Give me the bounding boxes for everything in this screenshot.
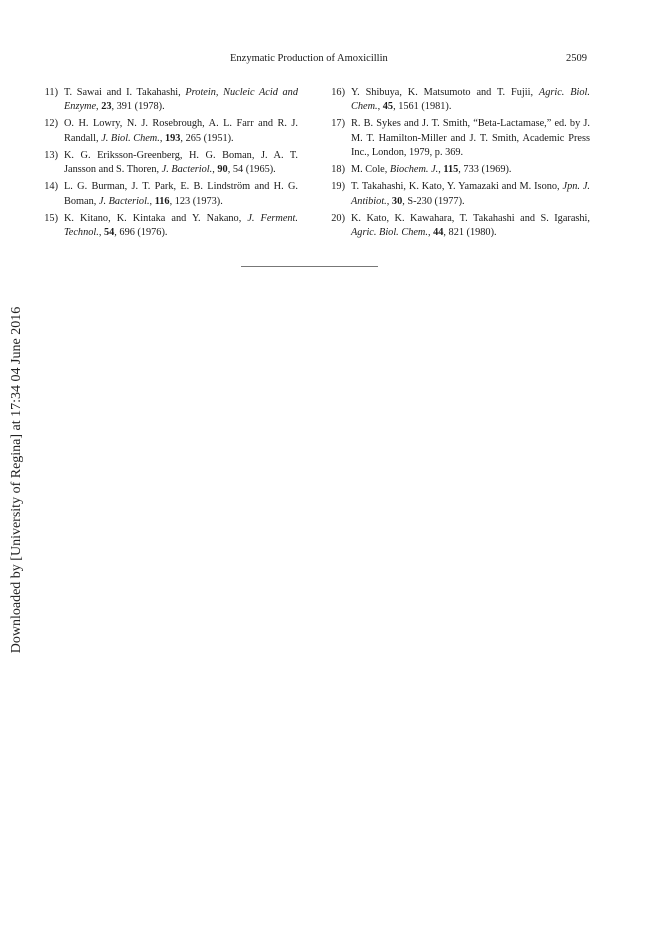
volume-number: 193 bbox=[164, 132, 181, 144]
reference-text bbox=[64, 150, 298, 175]
journal-title: J. Ferment. Technol. bbox=[64, 212, 298, 239]
reference-segment: , 265 (1951). bbox=[180, 132, 234, 144]
volume-number: 116 bbox=[154, 195, 170, 207]
reference-number: 19) bbox=[331, 181, 345, 193]
journal-title: J. Bacteriol. bbox=[98, 195, 150, 207]
journal-title: Agric. Biol. Chem. bbox=[351, 227, 428, 239]
reference-item bbox=[323, 163, 590, 177]
page-number: 2509 bbox=[566, 53, 587, 64]
end-rule bbox=[241, 266, 378, 267]
reference-segment: M. Cole, bbox=[351, 164, 390, 176]
volume-number: 54 bbox=[103, 227, 115, 239]
reference-segment: T. Takahashi, K. Kato, Y. Yamazaki and M. Isono, bbox=[351, 181, 563, 193]
reference-segment: , 733 (1969). bbox=[458, 164, 512, 176]
reference-segment: K. Kato, K. Kawahara, T. Takahashi and S. Igarashi, bbox=[351, 212, 590, 224]
reference-segment: , 54 (1965). bbox=[227, 164, 276, 176]
reference-text bbox=[64, 181, 298, 206]
journal-title: Biochem. J. bbox=[389, 164, 439, 176]
reference-segment: , bbox=[98, 227, 104, 239]
reference-text bbox=[351, 164, 511, 175]
reference-segment: , bbox=[149, 195, 155, 207]
journal-title: J. Biol. Chem. bbox=[101, 132, 160, 144]
reference-text bbox=[351, 181, 590, 206]
journal-title: Agric. Biol. Chem. bbox=[351, 87, 590, 113]
reference-number: 14) bbox=[44, 181, 58, 193]
reference-segment: , 123 (1973). bbox=[169, 195, 223, 207]
reference-segment: R. B. Sykes and J. T. Smith, “Beta-Lactamase,” ed. by J. M. T. Hamilton-Miller and J. T. Smith, Academic Press Inc., London, 1979, p. 369. bbox=[351, 118, 590, 159]
reference-segment: , bbox=[212, 164, 218, 176]
reference-segment: , bbox=[96, 101, 102, 113]
reference-segment: , 391 (1978). bbox=[111, 101, 165, 113]
reference-text bbox=[64, 118, 298, 143]
reference-segment: , 1561 (1981). bbox=[393, 101, 452, 113]
reference-number: 15) bbox=[44, 212, 58, 224]
reference-segment: Y. Shibuya, K. Matsumoto and T. Fujii, bbox=[351, 87, 539, 98]
reference-number: 12) bbox=[44, 118, 58, 130]
volume-number: 90 bbox=[217, 164, 228, 176]
reference-item bbox=[36, 180, 298, 209]
reference-item bbox=[36, 86, 298, 115]
reference-text bbox=[64, 87, 298, 112]
reference-segment: K. Kitano, K. Kintaka and Y. Nakano, bbox=[64, 212, 248, 224]
reference-segment: L. G. Burman, J. T. Park, E. B. Lindström and H. G. Boman, bbox=[64, 181, 298, 207]
reference-segment: , bbox=[377, 101, 383, 113]
reference-segment: , 696 (1976). bbox=[114, 227, 168, 239]
reference-item bbox=[323, 117, 590, 160]
reference-item bbox=[323, 86, 590, 115]
download-notice: Downloaded by [University of Regina] at 17:34 04 June 2016 bbox=[9, 306, 24, 654]
reference-text bbox=[351, 87, 590, 112]
volume-number: 30 bbox=[391, 195, 403, 207]
reference-segment: , 821 (1980). bbox=[443, 227, 497, 239]
reference-segment: K. G. Eriksson-Greenberg, H. G. Boman, J. A. T. Jansson and S. Thoren, bbox=[64, 149, 298, 176]
journal-title: J. Bacteriol. bbox=[161, 164, 213, 176]
reference-text bbox=[351, 213, 590, 238]
volume-number: 45 bbox=[382, 101, 394, 113]
reference-segment: T. Sawai and I. Takahashi, bbox=[64, 87, 186, 98]
reference-segment: , bbox=[386, 195, 392, 207]
reference-number: 20) bbox=[331, 212, 345, 224]
running-title: Enzymatic Production of Amoxicillin bbox=[230, 53, 388, 64]
reference-segment: , bbox=[438, 164, 444, 176]
reference-item bbox=[323, 180, 590, 209]
reference-item bbox=[36, 149, 298, 178]
reference-number: 17) bbox=[331, 118, 345, 130]
reference-segment: O. H. Lowry, N. J. Rosebrough, A. L. Farr and R. J. Randall, bbox=[64, 118, 298, 144]
volume-number: 23 bbox=[101, 101, 112, 113]
journal-title: Protein, Nucleic Acid and Enzyme bbox=[64, 87, 298, 113]
reference-text bbox=[351, 118, 590, 158]
references-right-column bbox=[323, 86, 590, 243]
volume-number: 115 bbox=[443, 164, 459, 176]
reference-text bbox=[64, 213, 298, 238]
journal-title: Jpn. J. Antibiot. bbox=[351, 181, 590, 207]
volume-number: 44 bbox=[433, 227, 444, 239]
reference-number: 16) bbox=[331, 87, 345, 98]
reference-segment: , bbox=[159, 132, 165, 144]
reference-item bbox=[323, 212, 590, 241]
reference-number: 11) bbox=[44, 87, 58, 98]
reference-number: 18) bbox=[331, 164, 345, 176]
references-left-column bbox=[36, 86, 298, 243]
reference-number: 13) bbox=[44, 149, 58, 161]
reference-item bbox=[36, 212, 298, 241]
reference-segment: , S-230 (1977). bbox=[402, 195, 465, 207]
reference-segment: , bbox=[427, 227, 434, 239]
reference-item bbox=[36, 117, 298, 146]
